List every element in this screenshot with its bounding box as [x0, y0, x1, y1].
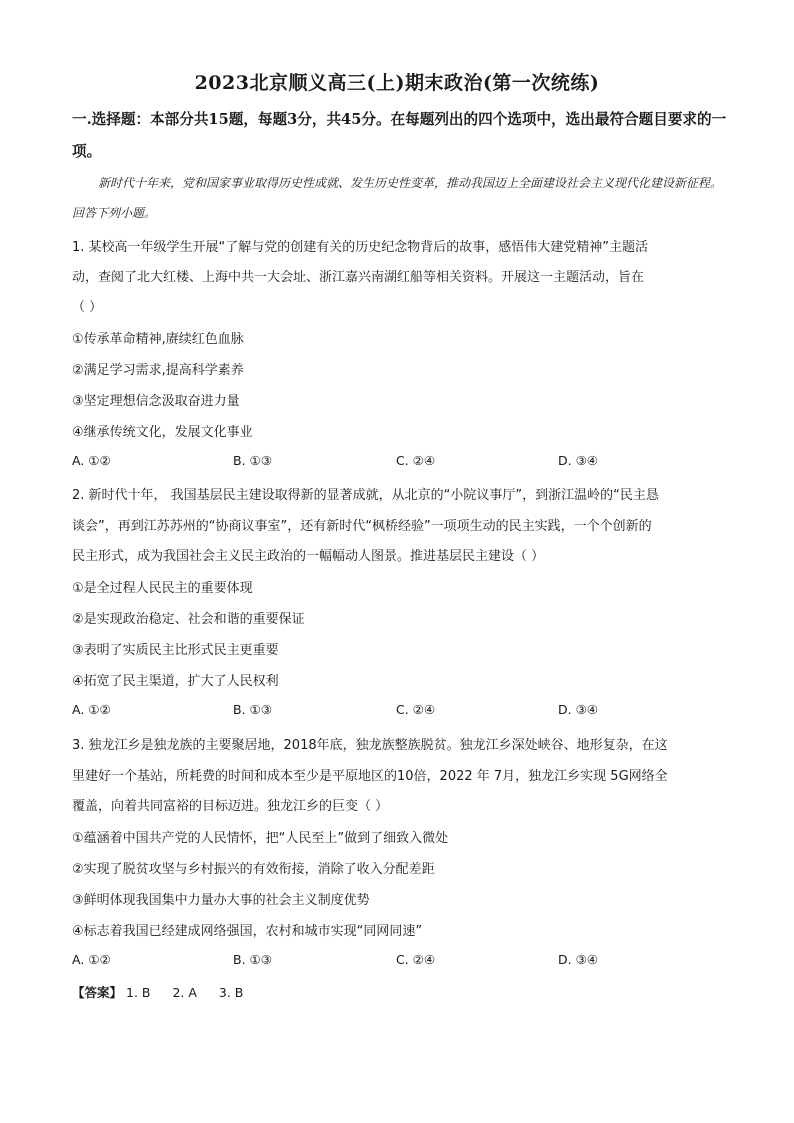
question-1-option-a: A. ①② — [72, 453, 111, 468]
question-1-option-b: B. ①③ — [233, 453, 272, 468]
question-1-option-d: D. ③④ — [558, 453, 598, 468]
question-2-line-1: 2. 新时代十年， 我国基层民主建设取得新的显著成就，从北京的“小院议事厅”，到浙江温岭的“民主恳 — [72, 488, 659, 503]
question-1-line-2: 动，查阅了北大红楼、上海中共一大会址、浙江嘉兴南湖红船等相关资料。开展这一主题活动，旨在 — [72, 270, 645, 285]
question-3-statement-4: ④标志着我国已经建成网络强国，农村和城市实现“同网同速” — [72, 924, 423, 939]
question-1-statement-2: ②满足学习需求,提高科学素养 — [72, 363, 244, 378]
question-2-line-3: 民主形式，成为我国社会主义民主政治的一幅幅动人图景。推进基层民主建设（ ） — [72, 549, 545, 564]
section-heading: 一.选择题：本部分共15题，每题3分，共45分。在每题列出的四个选项中，选出最符合题目要求的一项。 — [72, 111, 727, 160]
answer-item-1: 1. B — [126, 985, 151, 1000]
question-3-line-3: 覆盖，向着共同富裕的目标迈进。独龙江乡的巨变（ ） — [72, 799, 389, 814]
question-2-line-2: 谈会”，再到江苏苏州的“协商议事室”，还有新时代“枫桥经验”一项项生动的民主实践，一个个创新的 — [72, 519, 652, 534]
answer-label: 【答案】 — [72, 985, 123, 1000]
question-1-line-1: 1. 某校高一年级学生开展“了解与党的创建有关的历史纪念物背后的故事，感悟伟大建党精神”主题活 — [72, 240, 649, 255]
question-3-line-1: 3. 独龙江乡是独龙族的主要聚居地，2018年底，独龙族整族脱贫。独龙江乡深处峡谷、地形复杂，在这 — [72, 738, 668, 753]
answer-item-3: 3. B — [218, 985, 244, 1000]
question-2-option-c: C. ②④ — [396, 702, 436, 717]
question-3-statement-2: ②实现了脱贫攻坚与乡村振兴的有效衔接，消除了收入分配差距 — [72, 862, 435, 877]
question-3-line-2: 里建好一个基站，所耗费的时间和成本至少是平原地区的10倍，2022 年 7月，独龙江乡实现 5G网络全 — [72, 769, 668, 784]
question-3-statement-3: ③鲜明体现我国集中力量办大事的社会主义制度优势 — [72, 893, 370, 908]
question-2-option-d: D. ③④ — [558, 702, 598, 717]
question-1-statement-4: ④继承传统文化，发展文化事业 — [72, 425, 253, 440]
question-1-option-c: C. ②④ — [396, 453, 436, 468]
question-2-option-b: B. ①③ — [233, 702, 272, 717]
question-2-statement-2: ②是实现政治稳定、社会和谐的重要保证 — [72, 612, 305, 627]
question-3-option-a: A. ①② — [72, 952, 111, 967]
intro-paragraph: 新时代十年来，党和国家事业取得历史性成就、发生历史性变革，推动我国迈上全面建设社会主义现代化建设新征程。回答下列小题。 — [72, 176, 723, 220]
answer-item-2: 2. A — [172, 985, 197, 1000]
question-2-option-a: A. ①② — [72, 702, 111, 717]
question-1-statement-1: ①传承革命精神,赓续红色血脉 — [72, 332, 244, 347]
question-2-statement-4: ④拓宽了民主渠道，扩大了人民权利 — [72, 674, 279, 689]
question-2-statement-1: ①是全过程人民民主的重要体现 — [72, 581, 253, 596]
page-title: 2023北京顺义高三(上)期末政治(第一次统练) — [194, 72, 600, 94]
question-3-option-d: D. ③④ — [558, 952, 598, 967]
question-2-statement-3: ③表明了实质民主比形式民主更重要 — [72, 643, 279, 658]
question-1-statement-3: ③坚定理想信念汲取奋进力量 — [72, 394, 240, 409]
question-3-option-b: B. ①③ — [233, 952, 272, 967]
question-3-statement-1: ①蕴涵着中国共产党的人民情怀，把“人民至上”做到了细致入微处 — [72, 831, 449, 846]
answer-key — [72, 983, 243, 1001]
question-3-option-c: C. ②④ — [396, 952, 436, 967]
question-1-line-3: （ ） — [72, 300, 103, 315]
